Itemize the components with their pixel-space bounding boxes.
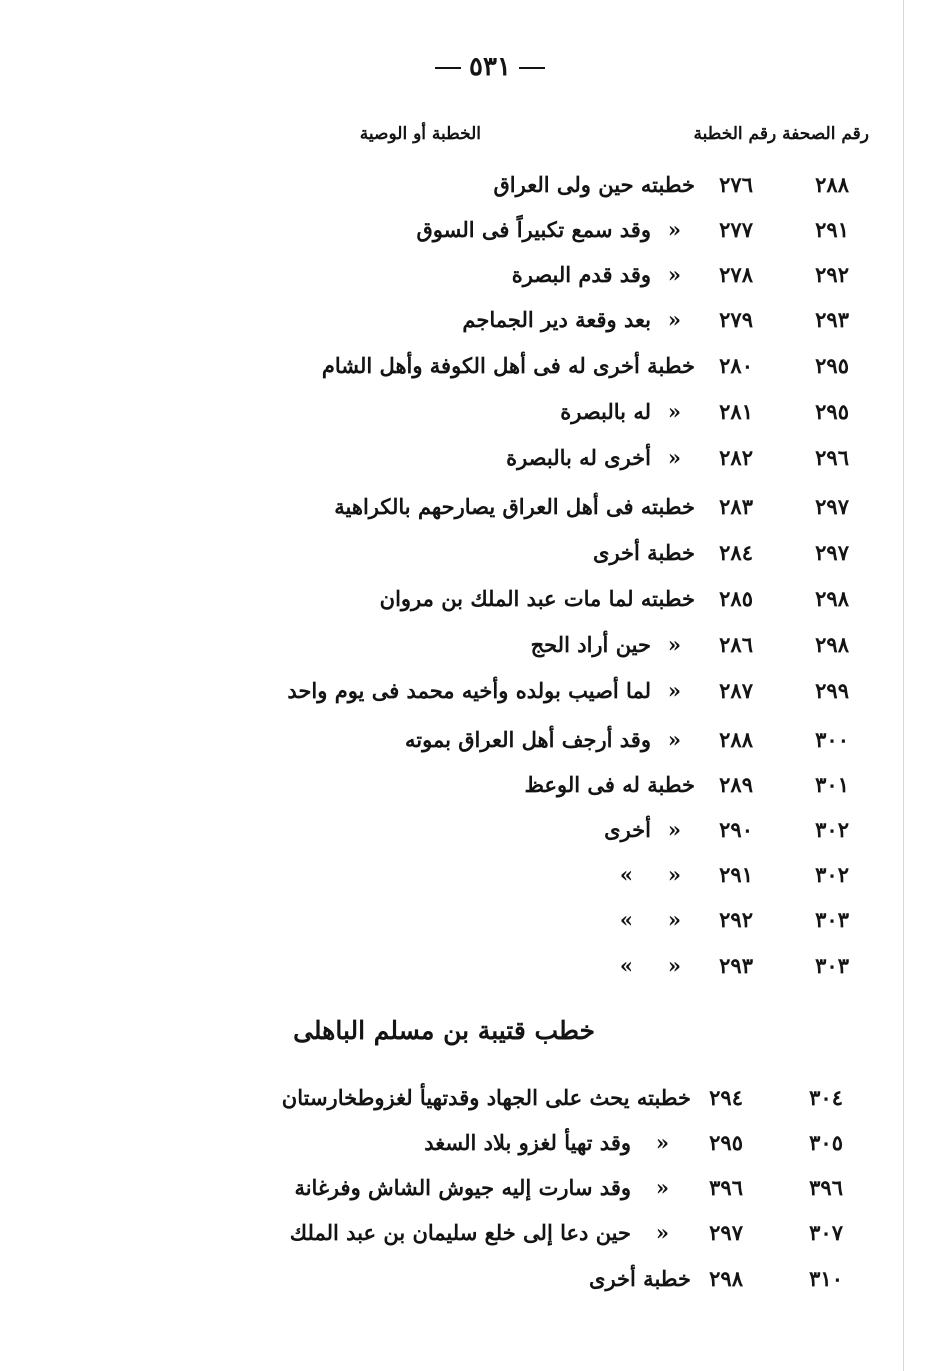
table-row xyxy=(0,676,931,716)
table-row xyxy=(0,443,931,483)
ditto-mark: « xyxy=(667,862,681,887)
ditto-mark: « xyxy=(667,953,681,978)
speech-number: ٢٨٧ xyxy=(719,678,753,703)
speech-title: وقد أرجف أهل العراق بموته xyxy=(405,727,651,752)
table-row xyxy=(0,584,931,624)
table-row xyxy=(0,538,931,578)
speech-title: خطبة أخرى xyxy=(593,540,695,565)
page-ref: ٢٩١ xyxy=(815,217,849,242)
section-heading: خطب قتيبة بن مسلم الباهلى xyxy=(293,1016,595,1045)
page-ref: ٢٩٥ xyxy=(815,353,849,378)
table-row xyxy=(0,725,931,765)
table-row xyxy=(0,1128,931,1168)
ditto-mark: « xyxy=(667,678,681,703)
speech-number: ٢٩٥ xyxy=(709,1130,743,1155)
table-row xyxy=(0,951,931,991)
speech-title: خطبة له فى الوعظ xyxy=(524,772,695,797)
speech-number: ٢٩٢ xyxy=(719,907,753,932)
speech-number: ٢٩٧ xyxy=(709,1220,743,1245)
ditto-mark: « xyxy=(667,217,681,242)
table-row xyxy=(0,905,931,945)
speech-title: وقد سارت إليه جيوش الشاش وفرغانة xyxy=(294,1175,631,1200)
table-row xyxy=(0,815,931,855)
speech-title: بعد وقعة دير الجماجم xyxy=(462,307,651,332)
ditto-mark: « xyxy=(655,1175,669,1200)
ditto-mark: « xyxy=(667,307,681,332)
page-ref: ٢٩٨ xyxy=(815,586,849,611)
speech-number: ٢٨٣ xyxy=(719,494,753,519)
speech-title: له بالبصرة xyxy=(560,399,651,424)
right-dash xyxy=(519,67,545,69)
speech-title: وقد سمع تكبيراً فى السوق xyxy=(416,217,651,242)
page-number xyxy=(0,52,931,82)
page-ref: ٣٠٤ xyxy=(809,1085,843,1110)
ditto-mark: « xyxy=(667,727,681,752)
table-row xyxy=(0,492,931,532)
speech-title: وقد قدم البصرة xyxy=(511,262,651,287)
page-ref: ٣٩٦ xyxy=(809,1175,843,1200)
speech-number: ٢٧٩ xyxy=(719,307,753,332)
speech-number: ٣٩٦ xyxy=(709,1175,743,1200)
ditto-mark: « xyxy=(667,262,681,287)
table-row xyxy=(0,170,931,210)
speech-number: ٢٧٨ xyxy=(719,262,753,287)
speech-title: وقد تهيأ لغزو بلاد السغد xyxy=(424,1130,631,1155)
table-row xyxy=(0,305,931,345)
page-ref: ٢٩٦ xyxy=(815,445,849,470)
page-ref: ٢٩٥ xyxy=(815,399,849,424)
table-row xyxy=(0,770,931,810)
page-ref: ٣٠١ xyxy=(815,772,849,797)
column-header-numbers: رقم الصحفة رقم الخطبة xyxy=(693,124,869,144)
ditto-mark: « xyxy=(667,817,681,842)
ditto-mark-title: » xyxy=(619,907,633,932)
page-ref: ٢٨٨ xyxy=(815,172,849,197)
ditto-mark: « xyxy=(667,445,681,470)
page-ref: ٣٠٧ xyxy=(809,1220,843,1245)
page-ref: ٢٩٢ xyxy=(815,262,849,287)
speech-number: ٢٩٨ xyxy=(709,1266,743,1291)
page-ref: ٣٠٣ xyxy=(815,953,849,978)
speech-title: لما أصيب بولده وأخيه محمد فى يوم واحد xyxy=(287,678,651,703)
table-row xyxy=(0,397,931,437)
page-ref: ٢٩٧ xyxy=(815,494,849,519)
speech-number: ٢٨١ xyxy=(719,399,753,424)
page-ref: ٢٩٣ xyxy=(815,307,849,332)
table-row xyxy=(0,860,931,900)
table-row xyxy=(0,630,931,670)
speech-title: حين دعا إلى خلع سليمان بن عبد الملك xyxy=(289,1220,631,1245)
speech-title: أخرى له بالبصرة xyxy=(506,445,651,470)
speech-title: خطبة أخرى xyxy=(589,1266,691,1291)
page-ref: ٣١٠ xyxy=(809,1266,843,1291)
speech-number: ٢٨٨ xyxy=(719,727,753,752)
ditto-mark-title: » xyxy=(619,953,633,978)
table-row xyxy=(0,1173,931,1213)
speech-title: خطبته حين ولى العراق xyxy=(493,172,695,197)
table-row xyxy=(0,215,931,255)
speech-number: ٢٧٧ xyxy=(719,217,753,242)
table-row xyxy=(0,351,931,391)
page-ref: ٣٠٢ xyxy=(815,862,849,887)
ditto-mark: « xyxy=(667,632,681,657)
table-row xyxy=(0,1264,931,1304)
speech-number: ٢٩٤ xyxy=(709,1085,743,1110)
speech-title: حين أراد الحج xyxy=(530,632,651,657)
ditto-mark: « xyxy=(667,399,681,424)
speech-title: خطبة أخرى له فى أهل الكوفة وأهل الشام xyxy=(321,353,695,378)
ditto-mark-title: » xyxy=(619,862,633,887)
column-header-title: الخطبة أو الوصية xyxy=(359,124,481,144)
speech-number: ٢٩٠ xyxy=(719,817,753,842)
table-row xyxy=(0,1083,931,1123)
speech-number: ٢٨٠ xyxy=(719,353,753,378)
page-number-text: ٥٣١ xyxy=(469,52,511,82)
ditto-mark: « xyxy=(655,1220,669,1245)
speech-number: ٢٨٩ xyxy=(719,772,753,797)
ditto-mark: « xyxy=(667,907,681,932)
speech-number: ٢٩١ xyxy=(719,862,753,887)
speech-number: ٢٩٣ xyxy=(719,953,753,978)
speech-title: خطبته يحث على الجهاد وقدتهيأ لغزوطخارستان xyxy=(281,1085,691,1110)
page-ref: ٣٠٠ xyxy=(815,727,849,752)
speech-number: ٢٨٢ xyxy=(719,445,753,470)
table-row xyxy=(0,260,931,300)
page-ref: ٢٩٧ xyxy=(815,540,849,565)
left-dash xyxy=(435,67,461,69)
ditto-mark: « xyxy=(655,1130,669,1155)
speech-title: أخرى xyxy=(604,817,651,842)
page-ref: ٢٩٨ xyxy=(815,632,849,657)
speech-number: ٢٨٦ xyxy=(719,632,753,657)
table-row xyxy=(0,1218,931,1258)
speech-number: ٢٨٥ xyxy=(719,586,753,611)
page-ref: ٢٩٩ xyxy=(815,678,849,703)
speech-number: ٢٨٤ xyxy=(719,540,753,565)
speech-title: خطبته فى أهل العراق يصارحهم بالكراهية xyxy=(334,494,695,519)
page-ref: ٣٠٢ xyxy=(815,817,849,842)
speech-title: خطبته لما مات عبد الملك بن مروان xyxy=(379,586,695,611)
page-ref: ٣٠٥ xyxy=(809,1130,843,1155)
speech-number: ٢٧٦ xyxy=(719,172,753,197)
page-ref: ٣٠٣ xyxy=(815,907,849,932)
